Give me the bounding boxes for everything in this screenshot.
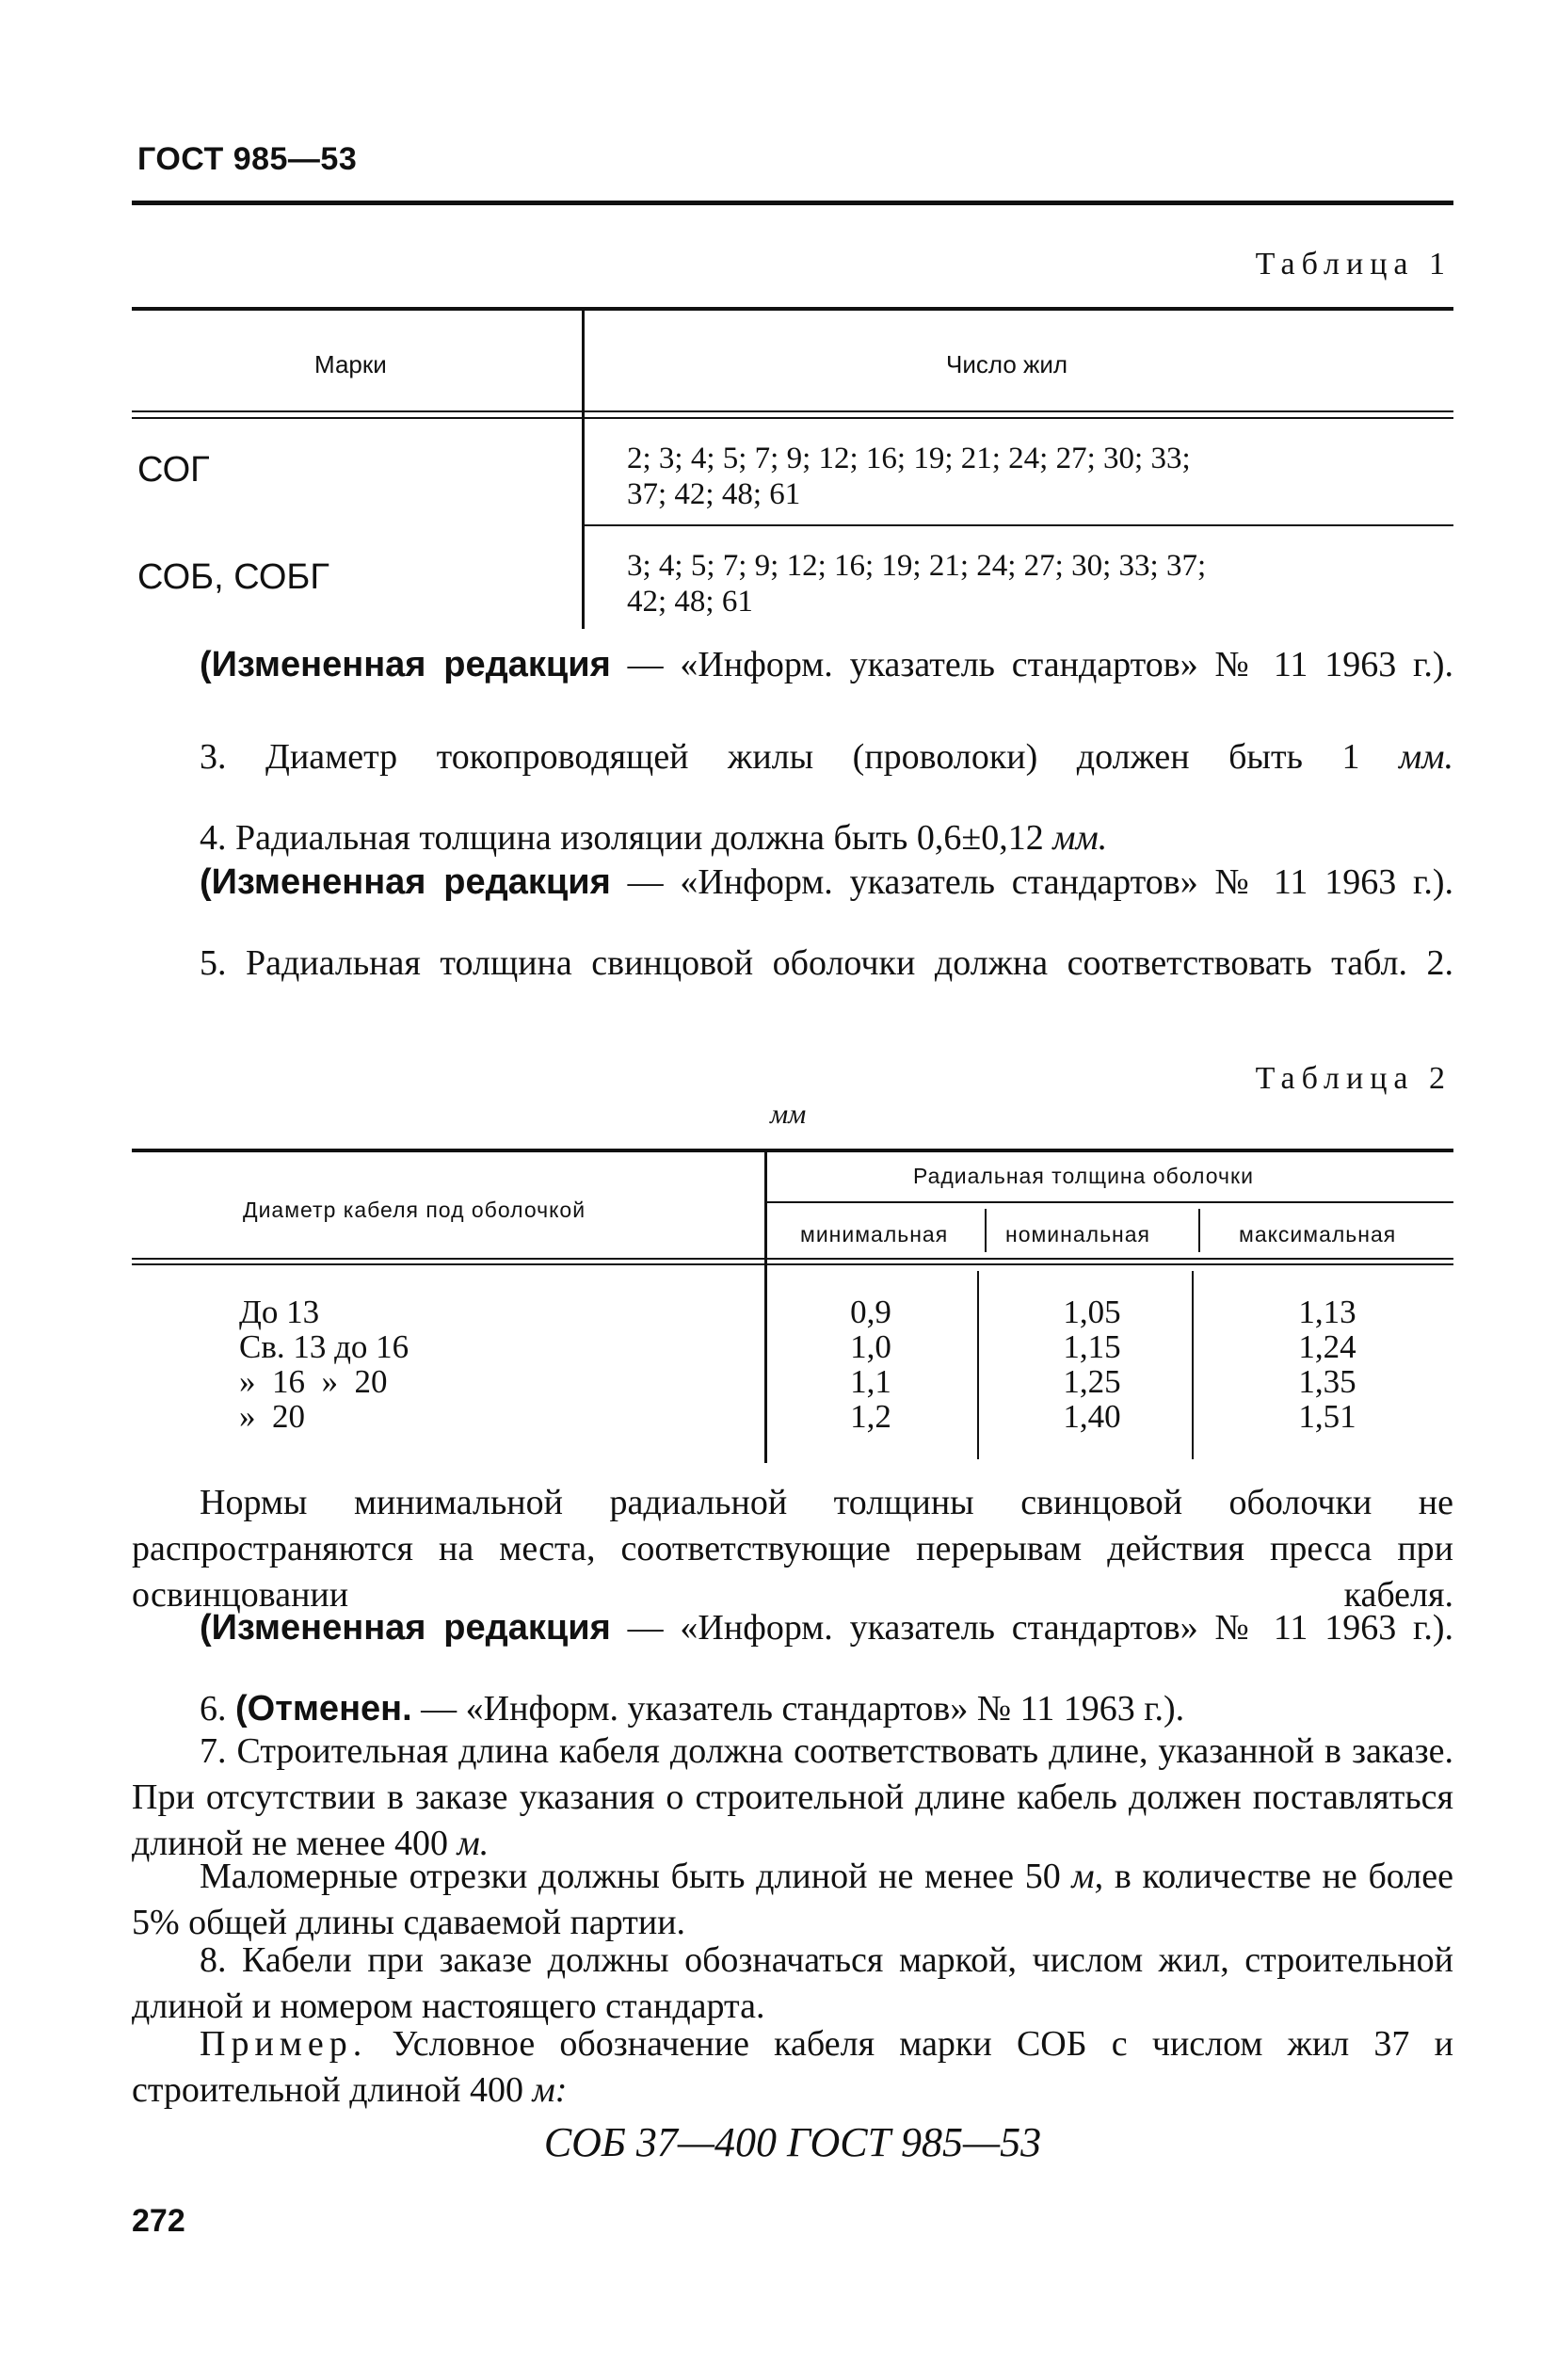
short-lengths-rest: в количестве не более 5% общей длины сдаваемой партии.: [132, 1857, 1453, 1942]
table1-header-rule-b: [132, 417, 1453, 419]
table2-min-row2: 1,0: [850, 1328, 891, 1365]
table1-row2-cores: [627, 548, 1206, 619]
table2-min-row4: 1,2: [850, 1398, 891, 1435]
paragraph-6-rest: — «Информ. указатель стандартов» № 11 1963 г.).: [411, 1689, 1185, 1729]
table2-diameter-row2: Св. 13 до 16: [239, 1328, 409, 1365]
edition-note-1-bold: (Измененная редакция: [200, 645, 611, 684]
cable-designation-example: СОБ 37—400 ГОСТ 985—53: [543, 2119, 1042, 2165]
paragraph-7: [132, 1729, 1453, 1867]
paragraph-7-unit: м.: [457, 1824, 490, 1863]
paragraph-6-bold: (Отменен.: [235, 1689, 412, 1729]
table1-top-rule: [132, 307, 1453, 311]
edition-note-1-rest: — «Информ. указатель стандартов» № 11 1963 г.).: [610, 645, 1453, 684]
table2-max-row4: 1,51: [1298, 1398, 1356, 1435]
table1-row1-cores-line1: 2; 3; 4; 5; 7; 9; 12; 16; 19; 21; 24; 27; 30; 33;: [627, 442, 1191, 475]
table1-row1-mark: СОГ: [137, 450, 210, 490]
table2-diameter-row4: » 20: [239, 1398, 305, 1435]
table2-group-rule: [767, 1201, 1453, 1203]
table2-header-diameter: Диаметр кабеля под оболочкой: [243, 1198, 586, 1222]
paragraph-4-text: 4. Радиальная толщина изоляции должна быть 0,6±0,12: [200, 818, 1044, 858]
table1-row1-cores: [627, 441, 1191, 512]
table2-diameter-row1: До 13: [239, 1294, 320, 1330]
table2-max-column: [1271, 1295, 1384, 1434]
table2-subheader-min: минимальная: [800, 1222, 949, 1246]
example-text: Условное обозначение кабеля марки СОБ с числом жил 37 и строительной длиной 400: [132, 2024, 1453, 2110]
table2-body-divider-1: [977, 1271, 979, 1459]
table1-column-divider: [582, 311, 585, 629]
table2-divider-main: [764, 1152, 767, 1463]
paragraph-3-text: 3. Диаметр токопроводящей жилы (проволоки) должен быть 1: [200, 737, 1360, 777]
paragraph-5: 5. Радиальная толщина свинцовой оболочки должна соответствовать табл. 2.: [200, 943, 1453, 983]
table2-nom-row2: 1,15: [1063, 1328, 1121, 1365]
paragraph-edition-note-1: [132, 642, 1453, 688]
paragraph-short-lengths: [132, 1854, 1453, 1946]
paragraph-4-unit: мм.: [1052, 818, 1108, 858]
table2-max-row3: 1,35: [1298, 1363, 1356, 1400]
table2-top-rule: [132, 1149, 1453, 1152]
table2-header-rule-a: [132, 1258, 1453, 1260]
document-header: ГОСТ 985—53: [137, 141, 358, 177]
table2-nom-column: [1035, 1295, 1148, 1434]
paragraph-3: [132, 734, 1453, 780]
paragraph-example: [132, 2021, 1453, 2114]
table2-nom-row3: 1,25: [1063, 1363, 1121, 1400]
paragraph-3-unit: мм.: [1399, 737, 1454, 777]
edition-note-2-bold: (Измененная редакция: [200, 862, 611, 902]
table2-unit: мм: [770, 1099, 807, 1130]
example-label: Пример.: [200, 2024, 368, 2064]
table1-row1-cores-line2: 37; 42; 48; 61: [627, 477, 801, 511]
table1-header-rule-a: [132, 410, 1453, 412]
table2-body-divider-2: [1192, 1271, 1194, 1459]
table2-caption: Таблица 2: [1255, 1061, 1452, 1096]
table2-subheader-nom: номинальная: [1005, 1222, 1150, 1246]
table2-max-row2: 1,24: [1298, 1328, 1356, 1365]
paragraph-4: [132, 815, 1453, 861]
table1-row2-cores-line2: 42; 48; 61: [627, 585, 753, 619]
short-lengths-unit: м,: [1071, 1857, 1104, 1896]
table1-row-divider: [582, 524, 1453, 526]
paragraph-6-number: 6.: [200, 1689, 235, 1729]
edition-note-2-rest: — «Информ. указатель стандартов» № 11 1963 г.).: [610, 862, 1453, 902]
paragraph-edition-note-2: [132, 860, 1453, 906]
table2-min-column: [819, 1295, 923, 1434]
table2-diameter-row3: » 16 » 20: [239, 1363, 388, 1400]
page-number: 272: [132, 2203, 185, 2239]
short-lengths-text: Маломерные отрезки должны быть длиной не менее 50: [200, 1857, 1061, 1896]
table1-caption: Таблица 1: [1255, 247, 1452, 281]
table2-min-row3: 1,1: [850, 1363, 891, 1400]
table1-row2-cores-line1: 3; 4; 5; 7; 9; 12; 16; 19; 21; 24; 27; 30; 33; 37;: [627, 549, 1207, 583]
paragraph-8: 8. Кабели при заказе должны обозначаться маркой, числом жил, строительной длиной и номером настоящего стандарта.: [132, 1940, 1453, 2026]
table1-header-marks: Марки: [314, 350, 387, 378]
table2-header-rule-b: [132, 1263, 1453, 1265]
paragraph-6: [132, 1686, 1453, 1732]
table1-row2-mark: СОБ, СОБГ: [137, 557, 329, 597]
table2-header-group: Радиальная толщина оболочки: [913, 1164, 1254, 1188]
table2-max-row1: 1,13: [1298, 1294, 1356, 1330]
paragraph-edition-note-3: [132, 1605, 1453, 1651]
header-rule: [132, 201, 1453, 205]
table2-subheader-max: максимальная: [1239, 1222, 1397, 1246]
paragraph-norms: Нормы минимальной радиальной толщины свинцовой оболочки не распространяются на места, соответствующие перерывам действия пресса при освинцовании кабеля.: [132, 1483, 1453, 1615]
table2-nom-row1: 1,05: [1063, 1294, 1121, 1330]
table2-diameter-column: [239, 1295, 409, 1434]
example-unit: м:: [532, 2070, 568, 2110]
table2-subheader-divider-1: [985, 1209, 987, 1252]
table2-subheader-divider-2: [1198, 1209, 1200, 1252]
paragraph-7-text: 7. Строительная длина кабеля должна соответствовать длине, указанной в заказе. При отсутствии в заказе указания о строительной длине кабель должен поставляться длиной не менее 400: [132, 1731, 1453, 1863]
table2-min-row1: 0,9: [850, 1294, 891, 1330]
edition-note-3-rest: — «Информ. указатель стандартов» № 11 1963 г.).: [610, 1608, 1453, 1648]
edition-note-3-bold: (Измененная редакция: [200, 1608, 611, 1648]
table1-header-cores: Число жил: [946, 350, 1068, 378]
table2-nom-row4: 1,40: [1063, 1398, 1121, 1435]
